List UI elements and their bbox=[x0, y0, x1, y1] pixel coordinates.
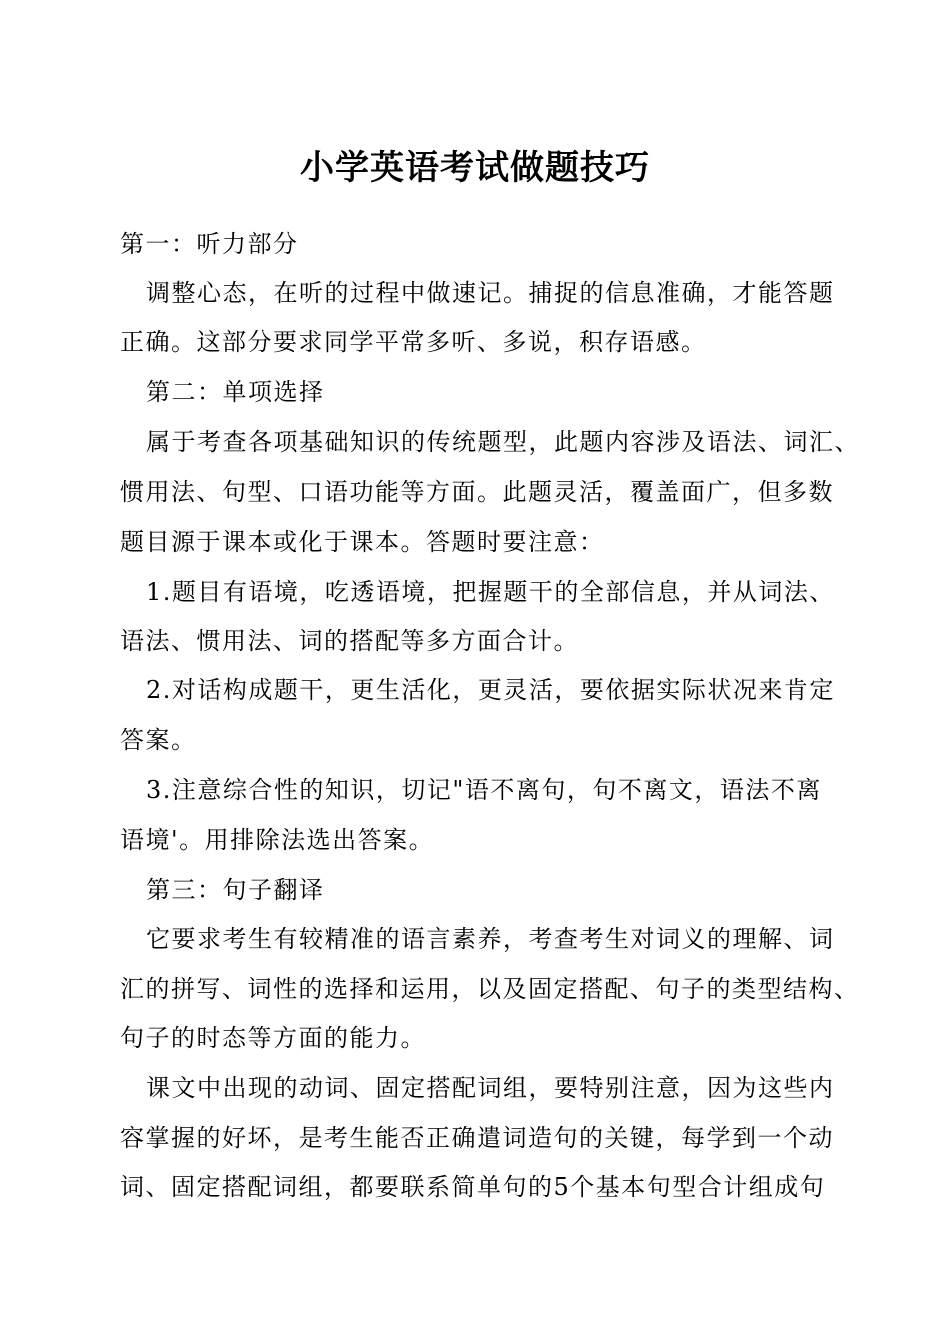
paragraph-line: 课文中出现的动词、固定搭配词组，要特别注意，因为这些内 bbox=[146, 1074, 835, 1102]
paragraph-line: 汇的拼写、词性的选择和运用，以及固定搭配、句子的类型结构、 bbox=[120, 975, 860, 1003]
paragraph-line: 调整心态，在听的过程中做速记。捕捉的信息准确，才能答题 bbox=[146, 279, 835, 307]
section-heading-translation: 第三：句子翻译 bbox=[146, 876, 325, 904]
paragraph-line: 题目源于课本或化于课本。答题时要注意： bbox=[120, 528, 605, 556]
list-item-2: 2.对话构成题干，更生活化，更灵活，要依据实际状况来肯定 bbox=[146, 676, 835, 704]
list-item-3-continued: 语境'。用排除法选出答案。 bbox=[120, 826, 435, 854]
paragraph-line: 它要求考生有较精准的语言素养，考查考生对词义的理解、词 bbox=[146, 925, 835, 953]
paragraph-line: 属于考查各项基础知识的传统题型，此题内容涉及语法、词汇、 bbox=[146, 428, 860, 456]
paragraph-line: 句子的时态等方面的能力。 bbox=[120, 1024, 426, 1052]
paragraph-line: 正确。这部分要求同学平常多听、多说，积存语感。 bbox=[120, 328, 707, 356]
section-heading-listening: 第一：听力部分 bbox=[120, 230, 299, 258]
section-heading-single-choice: 第二：单项选择 bbox=[146, 378, 325, 406]
list-item-1: 1.题目有语境，吃透语境，把握题干的全部信息，并从词法、 bbox=[146, 578, 835, 606]
list-item-3: 3.注意综合性的知识，切记"语不离句，句不离文，语法不离 bbox=[146, 776, 822, 804]
list-item-1-continued: 语法、惯用法、词的搭配等多方面合计。 bbox=[120, 627, 579, 655]
paragraph-line: 词、固定搭配词组，都要联系简单句的5个基本句型合计组成句 bbox=[120, 1173, 826, 1201]
list-item-2-continued: 答案。 bbox=[120, 726, 197, 754]
document-title: 小学英语考试做题技巧 bbox=[300, 148, 650, 188]
paragraph-line: 惯用法、句型、口语功能等方面。此题灵活，覆盖面广，但多数 bbox=[120, 478, 834, 506]
paragraph-line: 容掌握的好坏，是考生能否正确遣词造句的关键，每学到一个动 bbox=[120, 1124, 834, 1152]
